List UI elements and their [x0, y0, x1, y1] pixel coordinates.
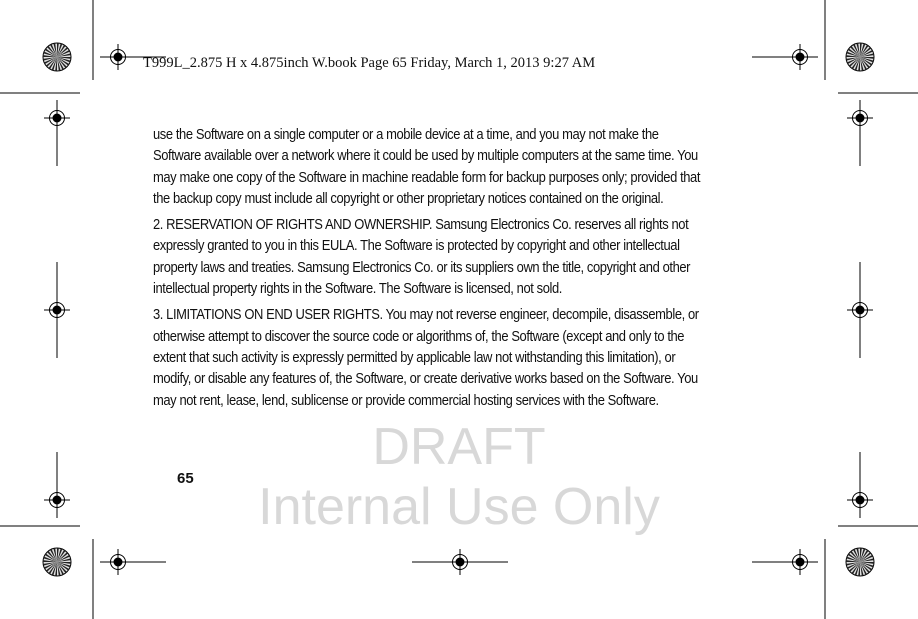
- paragraph-software-use: [153, 125, 701, 210]
- text-line: 3. LIMITATIONS ON END USER RIGHTS. You may not reverse engineer, decompile, disassemble, or: [153, 307, 699, 324]
- watermark-draft: DRAFT: [372, 418, 546, 476]
- text-line: may make one copy of the Software in machine readable form for backup purposes only; provided that: [153, 169, 701, 186]
- text-line: Software available over a network where it could be used by multiple computers at the same time. You: [153, 148, 698, 165]
- watermark-internal-use: Internal Use Only: [258, 478, 660, 536]
- text-line: use the Software on a single computer or a mobile device at a time, and you may not make the: [153, 127, 659, 143]
- text-line: modify, or disable any features of, the Software, or create derivative works based on the Software. You: [153, 371, 698, 388]
- text-line: the backup copy must include all copyright or other proprietary notices contained on the original.: [153, 190, 664, 207]
- text-line: 2. RESERVATION OF RIGHTS AND OWNERSHIP. Samsung Electronics Co. reserves all rights not: [153, 217, 689, 234]
- page-number: 65: [177, 470, 194, 487]
- print-info-header: T999L_2.875 H x 4.875inch W.book Page 65 Friday, March 1, 2013 9:27 AM: [143, 55, 596, 71]
- text-line: extent that such activity is expressly permitted by applicable law not withstanding this limitation), or: [153, 349, 676, 366]
- color-starburst-icon: [43, 43, 71, 71]
- color-starburst-icon: [846, 548, 874, 576]
- color-starburst-icon: [846, 43, 874, 71]
- text-line: property laws and treaties. Samsung Electronics Co. or its suppliers own the title, copyright and other: [153, 259, 691, 276]
- paragraph-reservation-of-rights: [153, 215, 698, 300]
- color-starburst-icon: [43, 548, 71, 576]
- eula-body: [153, 125, 701, 417]
- text-line: intellectual property rights in the Software. The Software is licensed, not sold.: [153, 281, 562, 298]
- text-line: otherwise attempt to discover the source code or algorithms of, the Software (except and only to the: [153, 328, 685, 345]
- text-line: may not rent, lease, lend, sublicense or provide commercial hosting services with the Software.: [153, 392, 659, 409]
- paragraph-limitations: [153, 305, 698, 411]
- text-line: expressly granted to you in this EULA. The Software is protected by copyright and other intellectual: [153, 238, 680, 255]
